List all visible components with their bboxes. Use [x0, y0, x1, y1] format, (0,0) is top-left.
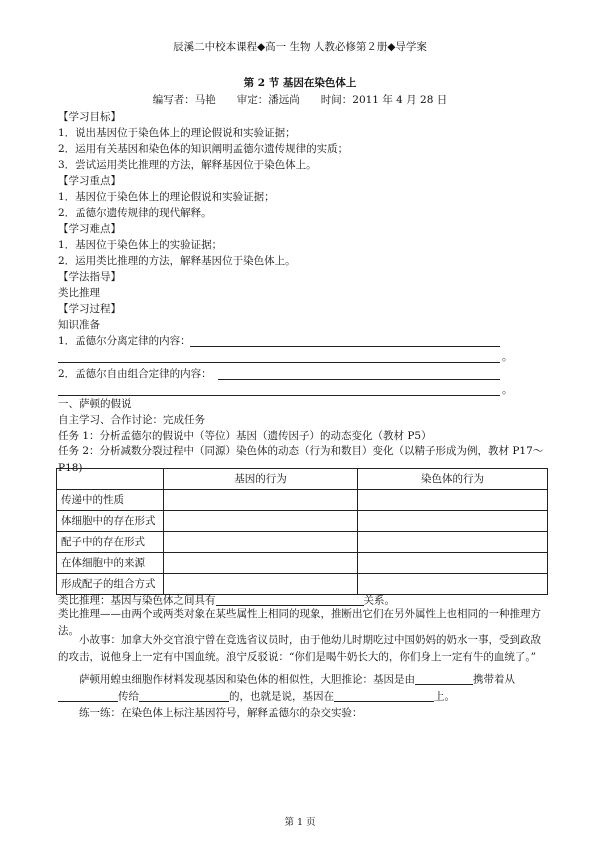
objective-item: 2．运用有关基因和染色体的知识阐明孟德尔遗传规律的实质；	[58, 143, 349, 155]
answer-line	[218, 379, 500, 380]
question-1: 1．孟德尔分离定律的内容：	[58, 335, 191, 347]
inference-text: 携带着从	[473, 673, 515, 686]
objective-item: 3．尝试运用类比推理的方法，解释基因位于染色体上。	[58, 159, 317, 171]
table-cell[interactable]	[164, 553, 358, 574]
table-cell[interactable]	[358, 574, 548, 595]
sutton-inference-line2	[58, 690, 455, 702]
author-meta: 编写者：马艳 审定：潘远尚 时间：2011 年 4 月 28 日	[152, 94, 448, 106]
story-paragraph: 小故事：加拿大外交官浪宁曾在竞选省议员时，由于他幼儿时期吃过中国奶妈的奶水一事，受到政敌的攻击，说他身上一定有中国血统。浪宁反驳说：“你们是喝牛奶长大的，你们身上一定有牛的血统了。”	[58, 634, 541, 663]
table-cell[interactable]	[358, 532, 548, 553]
row-label: 配子中的存在形式	[57, 532, 164, 553]
table-cell[interactable]	[164, 532, 358, 553]
table-cell[interactable]	[358, 511, 548, 532]
inference-text: 的，也就是说，基因在	[229, 690, 334, 703]
row-label: 在体细胞中的来源	[57, 553, 164, 574]
inference-text: 萨顿用蝗虫细胞作材料发现基因和染色体的相似性，大胆推论：基因是由	[79, 673, 415, 686]
difficulties-heading: 【学习难点】	[58, 223, 121, 235]
table-header-row	[57, 469, 548, 490]
sutton-heading: 一、萨顿的假说	[58, 398, 132, 410]
table-cell[interactable]	[358, 490, 548, 511]
table-cell[interactable]	[358, 553, 548, 574]
end-mark: 。	[502, 384, 513, 396]
analogy-conclusion	[58, 594, 395, 606]
section-title: 第 2 节 基因在染色体上	[243, 77, 357, 89]
answer-line	[58, 395, 500, 396]
conclusion-suffix: 关系。	[363, 594, 395, 607]
task-1: 任务 1：分析孟德尔的假说中（等位）基因（遗传因子）的动态变化（教材 P5）	[58, 430, 432, 442]
objectives-heading: 【学习目标】	[58, 111, 121, 123]
table-cell[interactable]	[164, 511, 358, 532]
key-point-item: 1．基因位于染色体上的理论假说和实验证据；	[58, 191, 275, 203]
process-heading: 【学习过程】	[58, 303, 121, 315]
analogy-definition: 类比推理——由两个或两类对象在某些属性上相同的现象，推断出它们在另外属性上也相同的一种推理方法。	[58, 608, 541, 637]
inference-text: 传给	[118, 690, 139, 703]
table-header-cell	[57, 469, 164, 490]
practice-prompt: 练一练：在染色体上标注基因符号，解释孟德尔的杂交实验：	[79, 707, 363, 719]
row-label: 传递中的性质	[57, 490, 164, 511]
fill-blank[interactable]	[216, 594, 364, 606]
fill-blank[interactable]	[334, 690, 434, 702]
fill-blank[interactable]	[58, 690, 118, 702]
answer-line	[190, 346, 500, 347]
key-points-heading: 【学习重点】	[58, 175, 121, 187]
comparison-table	[56, 468, 548, 595]
table-row	[57, 490, 548, 511]
answer-line	[58, 362, 500, 363]
method-heading: 【学法指导】	[58, 271, 121, 283]
table-header-cell: 基因的行为	[164, 469, 358, 490]
table-header-cell: 染色体的行为	[358, 469, 548, 490]
sutton-inference-line1	[79, 673, 515, 685]
knowledge-prep: 知识准备	[58, 319, 100, 331]
self-study: 自主学习、合作讨论：完成任务	[58, 414, 205, 426]
task-2: 任务 2：分析减数分裂过程中（同源）染色体的动态（行为和数目）变化（以精子形成为例，教材 P17～P18)	[58, 445, 544, 474]
table-cell[interactable]	[164, 490, 358, 511]
row-label: 体细胞中的存在形式	[57, 511, 164, 532]
objective-item: 1．说出基因位于染色体上的理论假说和实验证据；	[58, 127, 296, 139]
table-row	[57, 574, 548, 595]
difficulty-item: 2．运用类比推理的方法，解释基因位于染色体上。	[58, 255, 296, 267]
key-point-item: 2．孟德尔遗传规律的现代解释。	[58, 207, 212, 219]
table-row	[57, 532, 548, 553]
end-mark: 。	[502, 351, 513, 363]
inference-text: 上。	[434, 690, 455, 703]
conclusion-prefix: 类比推理：基因与染色体之间具有	[58, 594, 216, 607]
document-header: 辰溪二中校本课程◆高一 生物 人教必修第２册◆导学案	[173, 41, 427, 53]
fill-blank[interactable]	[415, 673, 473, 685]
table-row	[57, 511, 548, 532]
table-cell[interactable]	[164, 574, 358, 595]
table-row	[57, 553, 548, 574]
fill-blank[interactable]	[139, 690, 229, 702]
row-label: 形成配子的组合方式	[57, 574, 164, 595]
difficulty-item: 1．基因位于染色体上的实验证据；	[58, 239, 223, 251]
question-2: 2．孟德尔自由组合定律的内容：	[58, 368, 212, 380]
method-text: 类比推理	[58, 287, 100, 299]
page-number: 第 1 页	[284, 817, 316, 828]
